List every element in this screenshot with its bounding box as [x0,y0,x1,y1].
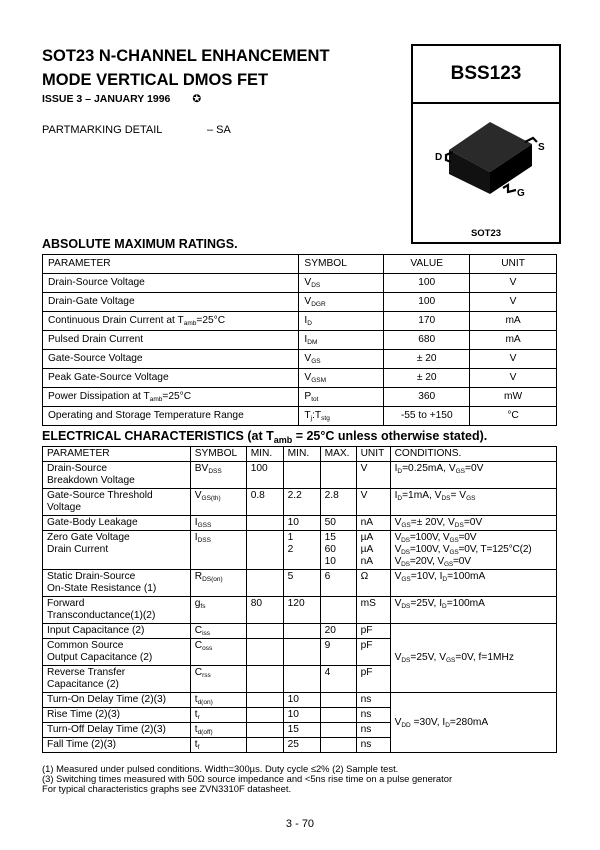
param-cell: Static Drain-Source On-State Resistance (1) [43,570,191,597]
typ-cell: 5 [283,570,320,597]
table-row [43,693,557,708]
table-row [43,531,557,570]
symbol-cell: $V_{GS(th)}$ [190,489,246,516]
symbol-cell: $I_{DM}$ [299,331,384,350]
footnote-2: (3) Switching times measured with 50Ω source impedance and <5ns rise time on a pulse generator [42,773,453,784]
param-cell: Drain-Source Breakdown Voltage [43,462,191,489]
symbol-cell: $g_{fs}$ [190,597,246,624]
unit-cell: mA [470,312,557,331]
abs-max-title: ABSOLUTE MAXIMUM RATINGS. [42,237,238,251]
max-cell: 15 60 10 [320,531,356,570]
value-cell: ± 20 [384,369,470,388]
table-row [43,462,557,489]
param-cell: Zero Gate Voltage Drain Current [43,531,191,570]
col-header-max: MAX. [320,447,356,462]
param-cell: Operating and Storage Temperature Range [43,407,299,426]
table-row [43,570,557,597]
max-cell: 2.8 [320,489,356,516]
part-number-box [411,44,561,104]
footnote-1: (1) Measured under pulsed conditions. Width=300µs. Duty cycle ≤2% (2) Sample test. [42,763,399,774]
table-row [43,312,557,331]
value-cell: 680 [384,331,470,350]
conditions-cell: $V_{DS}=25V$, $I_D=100mA$ [390,597,556,624]
typ-cell: 25 [283,738,320,753]
table-row [43,331,557,350]
symbol-cell: $BV_{DSS}$ [190,462,246,489]
unit-cell: pF [356,639,390,666]
symbol-cell: $T_j:T_{stg}$ [299,407,384,426]
min-cell [246,516,283,531]
min-cell [246,666,283,693]
unit-cell: pF [356,666,390,693]
param-cell: Drain-Gate Voltage [43,293,299,312]
typ-cell: 2.2 [283,489,320,516]
unit-cell: V [470,369,557,388]
unit-cell: mS [356,597,390,624]
pin-d-label: D [435,152,443,163]
page-number: 3 - 70 [285,818,315,830]
unit-cell: V [470,350,557,369]
typ-cell [283,462,320,489]
min-cell [246,738,283,753]
unit-cell: µA µA nA [356,531,390,570]
symbol-cell: $R_{DS(on)}$ [190,570,246,597]
sot23-package-icon [413,102,559,242]
table-row [43,624,557,639]
document-title [42,44,330,92]
max-cell [320,708,356,723]
max-cell: 9 [320,639,356,666]
typ-cell [283,624,320,639]
conditions-cell: $V_{DD} =30V$, $I_D=280mA$ [390,693,556,753]
symbol-cell: $P_{tot}$ [299,388,384,407]
typ-cell: 15 [283,723,320,738]
elec-title: ELECTRICAL CHARACTERISTICS (at $T_{amb} = 25^\circ C$ unless otherwise stated). [42,429,488,445]
unit-cell: °C [470,407,557,426]
max-cell: 4 [320,666,356,693]
min-cell [246,708,283,723]
conditions-cell: $V_{GS}=10V$, $I_D=100mA$ [390,570,556,597]
table-row [43,369,557,388]
param-cell: Reverse Transfer Capacitance (2) [43,666,191,693]
package-name: SOT23 [470,228,502,239]
conditions-cell: $V_{DS}=25V$, $V_{GS}=0V$, f=1MHz [390,624,556,693]
param-cell: Peak Gate-Source Voltage [43,369,299,388]
symbol-cell: $I_{GSS}$ [190,516,246,531]
max-cell [320,597,356,624]
typ-cell [283,639,320,666]
footnotes [42,764,452,794]
issue-line [42,93,201,105]
col-header-parameter: PARAMETER [43,447,191,462]
col-header-conditions: CONDITIONS. [390,447,556,462]
symbol-cell: $t_{d(on)}$ [190,693,246,708]
min-cell [246,624,283,639]
unit-cell: V [470,274,557,293]
symbol-cell: $V_{DGR}$ [299,293,384,312]
value-cell: 360 [384,388,470,407]
symbol-cell: $C_{rss}$ [190,666,246,693]
param-cell: Forward Transconductance(1)(2) [43,597,191,624]
symbol-cell: $t_{d(off)}$ [190,723,246,738]
param-cell: Continuous Drain Current at $T_{amb}=25^\circ C$ [43,312,299,331]
table-row [43,274,557,293]
symbol-cell: $t_r$ [190,708,246,723]
typ-cell: 10 [283,693,320,708]
typ-cell: 1 2 [283,531,320,570]
unit-cell: ns [356,738,390,753]
symbol-cell: $C_{iss}$ [190,624,246,639]
col-header-unit: UNIT [470,255,557,274]
symbol-cell: $I_{DSS}$ [190,531,246,570]
conditions-cell: $V_{DS}=100V$, $V_{GS}=0V$ $V_{DS}=100V$, $V_{GS}=0V$, T=125°C(2) $V_{DS}=20V$, $V_{GS}=0V$ [390,531,556,570]
param-cell: Pulsed Drain Current [43,331,299,350]
symbol-cell: $V_{DS}$ [299,274,384,293]
table-header-row [43,255,557,274]
table-row [43,489,557,516]
unit-cell: V [470,293,557,312]
max-cell [320,723,356,738]
partmarking-detail [42,124,231,136]
param-cell: Rise Time (2)(3) [43,708,191,723]
typ-cell [283,666,320,693]
partmarking-value: – SA [207,124,231,136]
value-cell: 100 [384,274,470,293]
unit-cell: ns [356,723,390,738]
value-cell: ± 20 [384,350,470,369]
param-cell: Power Dissipation at $T_{amb}=25^\circ C$ [43,388,299,407]
unit-cell: mA [470,331,557,350]
symbol-cell: $V_{GS}$ [299,350,384,369]
table-row [43,293,557,312]
col-header-typ: MIN. [283,447,320,462]
title-line-1: SOT23 N-CHANNEL ENHANCEMENT [42,47,330,65]
typ-cell: 120 [283,597,320,624]
unit-cell: ns [356,693,390,708]
package-box [411,102,561,244]
table-row [43,597,557,624]
value-cell: 100 [384,293,470,312]
pin-s-label: S [538,142,545,153]
max-cell [320,693,356,708]
conditions-cell: $I_D=1mA$, $V_{DS}= V_{GS}$ [390,489,556,516]
col-header-symbol: SYMBOL [190,447,246,462]
param-cell: Drain-Source Voltage [43,274,299,293]
table-row [43,350,557,369]
symbol-cell: $V_{GSM}$ [299,369,384,388]
symbol-cell: $I_D$ [299,312,384,331]
footnote-3: For typical characteristics graphs see ZVN3310F datasheet. [42,783,292,794]
abs-max-table [42,254,557,426]
param-cell: Gate-Source Voltage [43,350,299,369]
typ-cell: 10 [283,708,320,723]
symbol-cell: $C_{oss}$ [190,639,246,666]
conditions-cell: $I_D=0.25mA$, $V_{GS}=0V$ [390,462,556,489]
unit-cell: Ω [356,570,390,597]
min-cell: 80 [246,597,283,624]
unit-cell: nA [356,516,390,531]
max-cell: 50 [320,516,356,531]
param-cell: Gate-Body Leakage [43,516,191,531]
issue-mark-icon: ✪ [192,93,202,105]
typ-cell: 10 [283,516,320,531]
col-header-symbol: SYMBOL [299,255,384,274]
param-cell: Turn-On Delay Time (2)(3) [43,693,191,708]
param-cell: Fall Time (2)(3) [43,738,191,753]
pin-g-label: G [517,188,525,199]
col-header-min: MIN. [246,447,283,462]
issue-text: ISSUE 3 – JANUARY 1996 [42,93,171,105]
max-cell: 6 [320,570,356,597]
param-cell: Input Capacitance (2) [43,624,191,639]
table-row [43,388,557,407]
min-cell [246,639,283,666]
unit-cell: V [356,462,390,489]
table-header-row [43,447,557,462]
elec-table [42,446,557,753]
title-line-2: MODE VERTICAL DMOS FET [42,71,269,89]
partmarking-label: PARTMARKING DETAIL [42,124,163,136]
table-row [43,516,557,531]
min-cell [246,531,283,570]
unit-cell: V [356,489,390,516]
min-cell [246,570,283,597]
conditions-cell: $V_{GS}=\pm 20V$, $V_{DS}=0V$ [390,516,556,531]
min-cell [246,693,283,708]
col-header-unit: UNIT [356,447,390,462]
col-header-parameter: PARAMETER [43,255,299,274]
max-cell [320,738,356,753]
unit-cell: ns [356,708,390,723]
col-header-value: VALUE [384,255,470,274]
symbol-cell: $t_f$ [190,738,246,753]
min-cell [246,723,283,738]
param-cell: Turn-Off Delay Time (2)(3) [43,723,191,738]
max-cell: 20 [320,624,356,639]
part-number: BSS123 [450,63,522,84]
min-cell: 100 [246,462,283,489]
max-cell [320,462,356,489]
unit-cell: pF [356,624,390,639]
value-cell: 170 [384,312,470,331]
param-cell: Common Source Output Capacitance (2) [43,639,191,666]
unit-cell: mW [470,388,557,407]
param-cell: Gate-Source Threshold Voltage [43,489,191,516]
table-row [43,407,557,426]
value-cell: -55 to +150 [384,407,470,426]
min-cell: 0.8 [246,489,283,516]
